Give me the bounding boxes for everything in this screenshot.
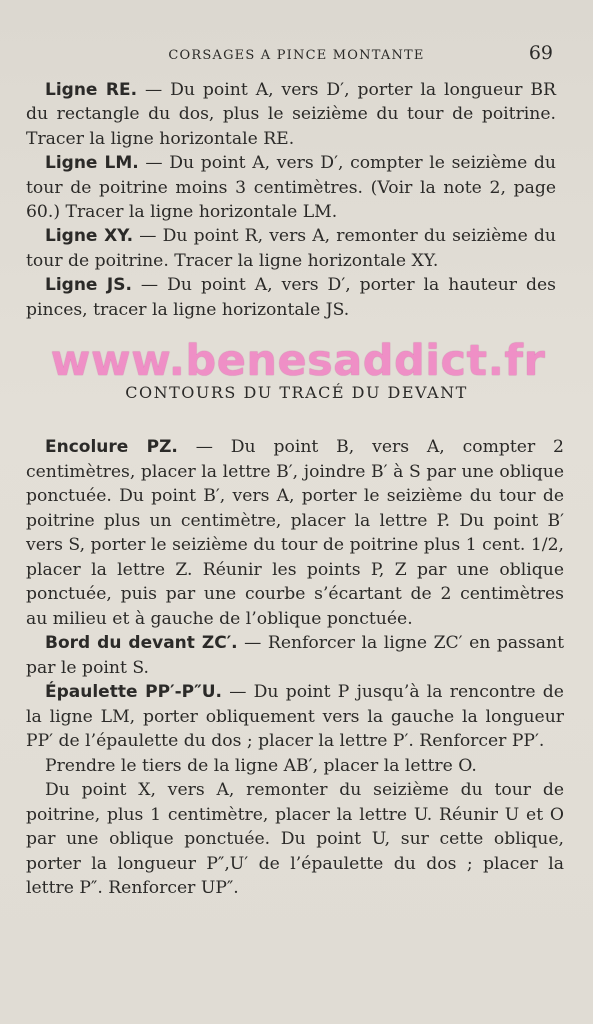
running-title: CORSAGES A PINCE MONTANTE	[168, 48, 425, 63]
paragraph-tiers	[26, 754, 564, 779]
paragraph-title: Ligne JS.	[45, 275, 132, 296]
paragraph-ligne-xy	[26, 224, 556, 273]
paragraph-text: — Du point P jusqu’à la rencontre de la ligne LM, porter obliquement vers la gauche la longueur PP′ de l’épaulette du dos ; placer la lettre P′. Renforcer PP′.	[26, 682, 564, 751]
paragraph-title: Bord du devant ZC′.	[45, 633, 238, 653]
page-number: 69	[528, 42, 553, 64]
paragraph-ligne-js	[26, 273, 556, 322]
paragraph-title: Épaulette PP′-P″U.	[45, 682, 222, 702]
paragraph-title: Ligne RE.	[45, 80, 138, 100]
paragraph-text: — Renforcer la ligne ZC′ en passant par le point S.	[26, 633, 564, 678]
paragraph-text: — Du point A, vers D′, porter la longueur BR du rectangle du dos, plus le seizième du tour de poitrine. Tracer la ligne horizontale RE.	[26, 80, 556, 149]
paragraph-text: Du point X, vers A, remonter du seizième du tour de poitrine, plus 1 centimètre, placer la lettre U. Réunir U et O par une oblique ponctuée. Du point U, sur cette oblique, porter la longueur P″,U′ de l’épaulette du dos ; placer la lettre P″. Renforcer UP″.	[26, 780, 564, 898]
section-lines	[26, 78, 556, 322]
paragraph-text: — Du point R, vers A, remonter du seizième du tour de poitrine. Tracer la ligne horizontale XY.	[26, 226, 556, 271]
paragraph-title: Ligne LM.	[45, 153, 139, 174]
paragraph-encolure	[26, 435, 564, 631]
paragraph-bord-devant	[26, 631, 564, 680]
section-contours	[26, 435, 564, 901]
paragraph-title: Encolure PZ.	[45, 437, 178, 457]
watermark: www.benesaddict.fr	[50, 336, 546, 386]
paragraph-ligne-re	[26, 78, 556, 151]
paragraph-text: — Du point A, vers D′, compter le seizième du tour de poitrine moins 3 centimètres. (Voir la note 2, page 60.) Tracer la ligne horizontale LM.	[26, 153, 556, 223]
paragraph-ligne-lm	[26, 151, 556, 224]
paragraph-point-x	[26, 778, 564, 901]
paragraph-text: Prendre le tiers de la ligne AB′, placer la lettre O.	[45, 755, 477, 776]
section-heading: CONTOURS DU TRACÉ DU DEVANT	[125, 383, 468, 402]
paragraph-text: — Du point B, vers A, compter 2 centimètres, placer la lettre B′, joindre B′ à S par une oblique ponctuée. Du point B′, vers A, porter le seizième du tour de poitrine plus un centimètre, placer la lettre P. Du point B′ vers S, porter le seizième du tour de poitrine plus 1 cent. 1/2, placer la lettre Z. Réunir les points P, Z par une oblique ponctuée, puis par une courbe s’écartant de 2 centimètres au milieu et à gauche de l’oblique ponctuée.	[26, 437, 564, 629]
paragraph-title: Ligne XY.	[45, 226, 134, 247]
paragraph-epaulette	[26, 680, 564, 754]
paragraph-text: — Du point A, vers D′, porter la hauteur des pinces, tracer la ligne horizontale JS.	[26, 275, 556, 320]
